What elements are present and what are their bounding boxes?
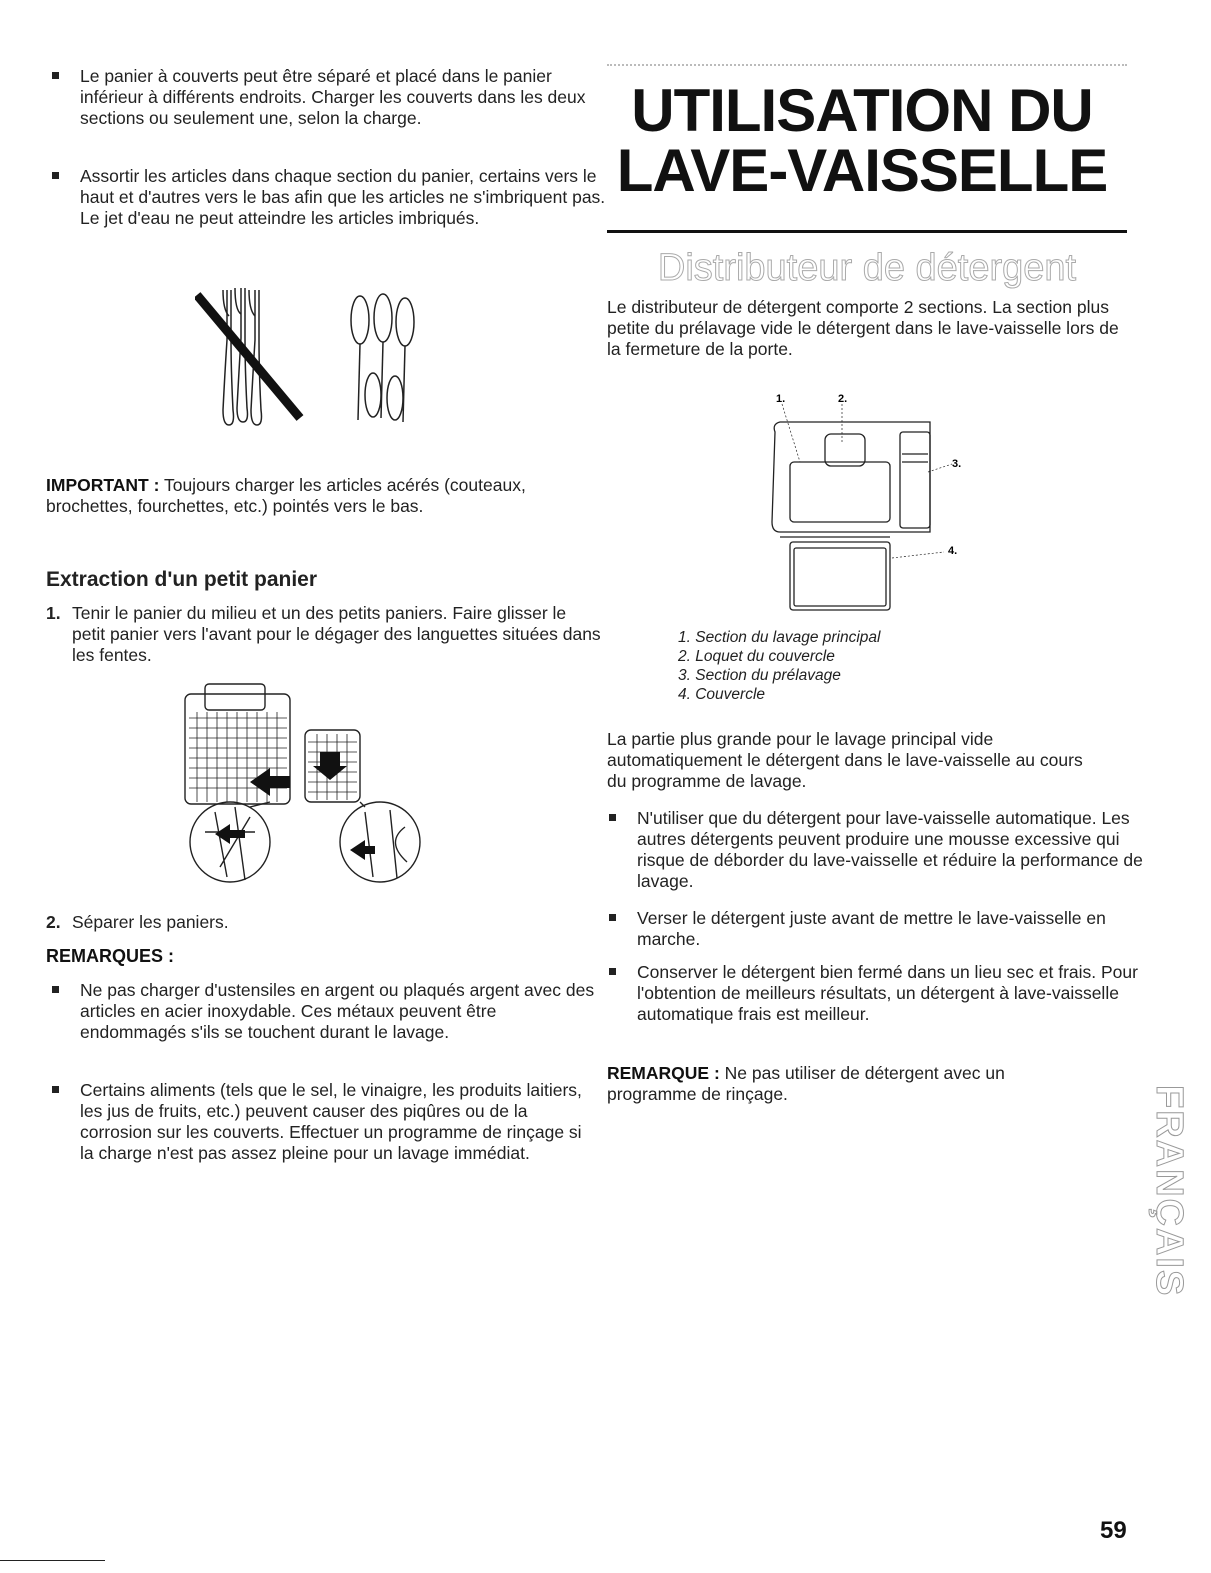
step-2: 2. Séparer les paniers.: [46, 912, 229, 932]
bullet-marker: [609, 814, 616, 821]
bullet-marker: [52, 72, 59, 79]
basket-illustration: [175, 682, 430, 887]
callout-2: 2.: [838, 393, 848, 405]
section-subtitle: Distributeur de détergent: [657, 247, 1077, 289]
callout-4: 4.: [948, 545, 958, 557]
bottom-rule: [0, 1560, 105, 1561]
bullet-marker: [52, 986, 59, 993]
top-dotted-rule: [607, 64, 1127, 66]
page-title-line-1: UTILISATION DU: [631, 77, 1093, 144]
caption-item: 4. Couvercle: [678, 686, 766, 703]
detergent-bullet-3: Conserver le détergent bien fermé dans un lieu sec et frais. Pour l'obtention de meilleurs résultats, un détergent à lave-vaisselle automatique frais est meilleur.: [603, 962, 1152, 1025]
diagram-captions: [678, 628, 978, 704]
main-wash-paragraph: La partie plus grande pour le lavage principal vide automatiquement le détergent dans le lave-vaisselle au cours du programme de lavage.: [607, 729, 1083, 791]
remark-bullet-2: Certains aliments (tels que le sel, le vinaigre, les produits laitiers, les jus de fruits, etc.) peuvent causer des piqûres ou de la corrosion sur les couverts. Effectuer un programme de rinçage si la charge n'est pas assez pleine pour un lavage immédiat.: [46, 1080, 595, 1164]
dispenser-intro: Le distributeur de détergent comporte 2 sections. La section plus petite du prélavage vide le détergent dans le lave-vaisselle lors de la fermeture de la porte.: [607, 297, 1119, 359]
detergent-dispenser-diagram: [760, 392, 970, 617]
intro-bullet-2: Assortir les articles dans chaque section du panier, certains vers le haut et d'autres vers le bas afin que les articles ne s'imbriquent pas. Le jet d'eau ne peut atteindre les articles imbriqués.: [46, 166, 610, 229]
title-rule: [607, 230, 1127, 233]
page-title-line-2: LAVE-VAISSELLE: [616, 137, 1108, 204]
remark-bullet-1: Ne pas charger d'ustensiles en argent ou plaqués argent avec des articles en acier inoxydable. Ces métaux peuvent être endommagés s'ils se touchent durant le lavage.: [46, 980, 595, 1043]
cutlery-illustration: [195, 280, 435, 440]
remarks-heading: REMARQUES :: [46, 946, 175, 966]
page-number: 59: [1100, 1517, 1127, 1544]
caption-item: 3. Section du prélavage: [678, 667, 841, 684]
callout-1: 1.: [776, 393, 786, 405]
bullet-marker: [609, 968, 616, 975]
intro-bullet-1: Le panier à couverts peut être séparé et placé dans le panier inférieur à différents endroits. Charger les couverts dans les deux sections ou seulement une, selon la charge.: [46, 66, 610, 129]
step-1: 1. Tenir le panier du milieu et un des petits paniers. Faire glisser le petit panier vers l'avant pour le dégager des languettes situées dans les fentes.: [46, 603, 601, 665]
caption-item: 1. Section du lavage principal: [678, 629, 881, 646]
bullet-marker: [609, 914, 616, 921]
caption-item: 2. Loquet du couvercle: [678, 648, 835, 665]
language-side-label: FRANÇAIS: [1148, 1085, 1190, 1298]
remark-note: REMARQUE : Ne pas utiliser de détergent avec un programme de rinçage.: [607, 1063, 1005, 1104]
bullet-marker: [52, 1086, 59, 1093]
callout-3: 3.: [952, 458, 962, 470]
section-heading: Extraction d'un petit panier: [46, 568, 318, 591]
detergent-bullet-1: N'utiliser que du détergent pour lave-vaisselle automatique. Les autres détergents peuvent produire une mousse excessive qui risque de déborder du lave-vaisselle et réduire la performance de lavage.: [603, 808, 1152, 892]
bullet-marker: [52, 172, 59, 179]
important-note: IMPORTANT : Toujours charger les articles acérés (couteaux, brochettes, fourchettes, etc.) pointés vers le bas.: [46, 475, 526, 516]
detergent-bullet-2: Verser le détergent juste avant de mettre le lave-vaisselle en marche.: [603, 908, 1152, 950]
